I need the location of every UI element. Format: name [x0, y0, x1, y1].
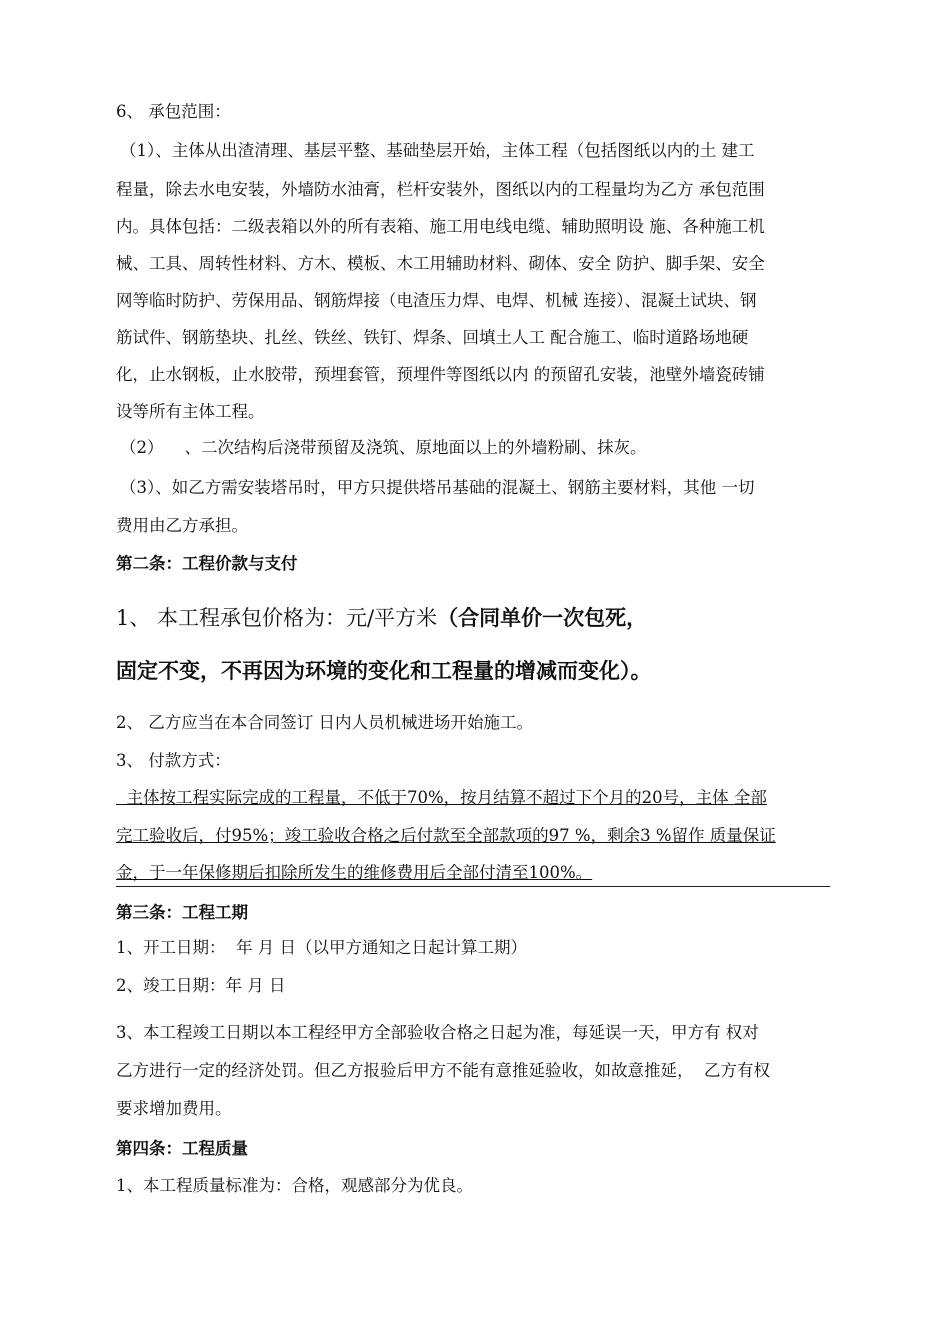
delay-clause-line-1: 3、本工程竣工日期以本工程经甲方全部验收合格之日起为准，每延误一天，甲方有 权对 — [116, 1023, 759, 1042]
scope-item-1-line-1: （1）、主体从出渣清理、基层平整、基础垫层开始，主体工程（包括图纸以内的土 建工 — [120, 141, 755, 160]
price-clause-line-2: 固定不变，不再因为环境的变化和工程量的增减而变化）。 — [116, 659, 652, 683]
delay-clause-line-3: 要求增加费用。 — [116, 1099, 232, 1118]
payment-heading: 3、 付款方式： — [116, 751, 231, 770]
start-date: 1、开工日期： 年 月 日（以甲方通知之日起计算工期） — [116, 938, 527, 957]
section-heading-price: 第二条：工程价款与支付 — [116, 554, 298, 573]
scope-item-1-line-7: 化，止水钢板，止水胶带，预埋套管，预埋件等图纸以内 的预留孔安装，池壁外墙瓷砖铺 — [116, 365, 765, 384]
price-clause-line-1 — [116, 605, 647, 631]
payment-line-3: 金，于一年保修期后扣除所发生的维修费用后全部付清至100%。 — [116, 863, 593, 882]
price-clause-bold: （合同单价一次包死， — [437, 606, 648, 630]
scope-item-1-line-5: 网等临时防护、劳保用品、钢筋焊接（电渣压力焊、电焊、机械 连接）、混凝土试块、钢 — [116, 291, 757, 310]
scope-item-1-line-4: 械、工具、周转性材料、方木、模板、木工用辅助材料、砌体、安全 防护、脚手架、安全 — [116, 254, 765, 273]
quality-standard: 1、本工程质量标准为：合格，观感部分为优良。 — [116, 1176, 473, 1195]
scope-heading: 6、 承包范围： — [116, 102, 231, 121]
scope-item-2: （2） 、二次结构后浇带预留及浇筑、原地面以上的外墙粉刷、抹灰。 — [120, 438, 647, 457]
completion-date: 2、竣工日期：年 月 日 — [116, 976, 286, 995]
scope-item-1-line-6: 筋试件、钢筋垫块、扎丝、铁丝、铁钉、焊条、回填土人工 配合施工、临时道路场地硬 — [116, 328, 749, 347]
scope-item-3-line-1: （3）、如乙方需安装塔吊时，甲方只提供塔吊基础的混凝土、钢筋主要材料，其他 一切 — [120, 478, 755, 497]
scope-item-3-line-2: 费用由乙方承担。 — [116, 516, 248, 535]
price-clause-text: 1、 本工程承包价格为：元/平方米 — [116, 606, 438, 630]
payment-line-2: 完工验收后，付95%；竣工验收合格之后付款至全部款项的97 %，剩余3 %留作 质量保证 — [116, 826, 776, 845]
delay-clause-line-2: 乙方进行一定的经济处罚。但乙方报验后甲方不能有意推延验收，如故意推延， 乙方有权 — [116, 1061, 770, 1080]
section-heading-schedule: 第三条：工程工期 — [116, 903, 248, 922]
start-clause: 2、 乙方应当在本合同签订 日内人员机械进场开始施工。 — [116, 713, 533, 732]
section-heading-quality: 第四条：工程质量 — [116, 1139, 248, 1158]
scope-item-1-line-8: 设等所有主体工程。 — [116, 402, 265, 421]
scope-item-1-line-2: 程量，除去水电安装，外墙防水油膏，栏杆安装外，图纸以内的工程量均为乙方 承包范围 — [116, 180, 765, 199]
scope-item-1-line-3: 内。具体包括：二级表箱以外的所有表箱、施工用电线电缆、辅助照明设 施、各种施工机 — [116, 217, 765, 236]
payment-line-1: 主体按工程实际完成的工程量，不低于70%，按月结算不超过下个月的20号，主体 全部 — [116, 788, 767, 807]
horizontal-rule — [116, 886, 830, 887]
